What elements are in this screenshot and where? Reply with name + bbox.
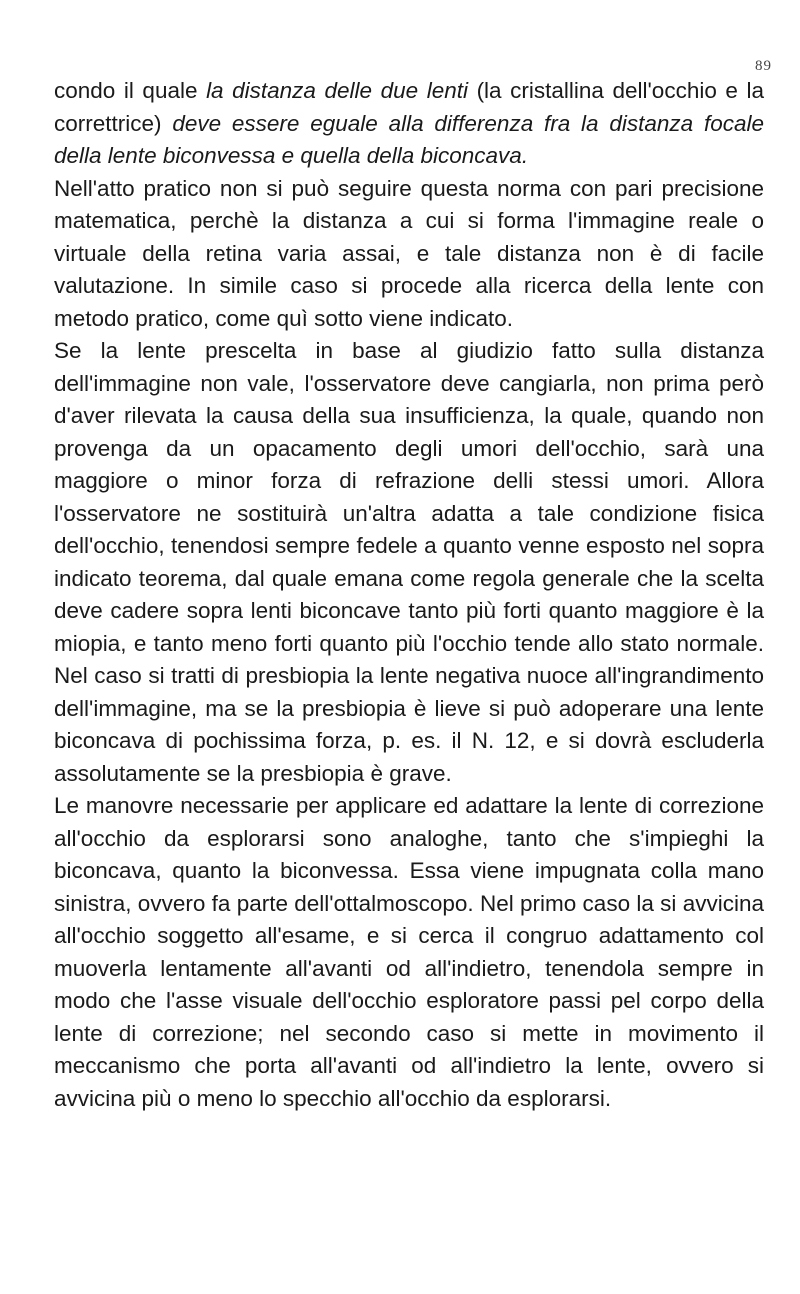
paragraph-3: Se la lente prescelta in base al giudizio fatto sulla distanza dell'immagine non vale, l'osservatore deve cangiarla, non prima però d'aver rilevata la causa della sua insufficienza, la quale, quando non provenga da un opacamento degli umori dell'occhio, sarà una maggiore o minor forza di refrazione delli stessi umori. Allora l'osservatore ne sostituirà un'altra adatta a tale condizione fisica dell'occhio, tenendosi sempre fedele a quanto venne esposto nel sopra indicato teorema, dal quale emana come regola generale che la scelta deve cadere sopra lenti biconcave tanto più forti quanto maggiore è la miopia, e tanto meno forti quanto più l'occhio tende allo stato normale. Nel caso si tratti di presbiopia la lente negativa nuoce all'ingrandimento dell'immagine, ma se la presbiopia è lieve si può adoperare una lente biconcava di pochissima forza, p. es. il N. 12, e si dovrà escluderla assolutamente se la presbiopia è grave.: [54, 338, 764, 786]
paragraph-1: [54, 75, 764, 173]
page-body: [54, 75, 764, 1115]
paragraph-1-start: condo il quale: [54, 78, 207, 103]
paragraph-1-italic-2: deve essere eguale alla differenza fra la distanza focale della lente biconvessa e quella della biconcava.: [54, 110, 764, 168]
page-number: 89: [755, 58, 772, 74]
paragraph-1-middle: (la cristallina dell'occhio e la correttrice): [54, 78, 764, 136]
paragraph-1-italic-1: la distanza delle due lenti: [206, 78, 468, 103]
paragraph-2: Nell'atto pratico non si può seguire questa norma con pari precisione matematica, perchè la distanza a cui si forma l'immagine reale o virtuale della retina varia assai, e tale distanza non è di facile valutazione. In simile caso si procede alla ricerca della lente con metodo pratico, come quì sotto viene indicato.: [54, 175, 764, 331]
paragraph-4: Le manovre necessarie per applicare ed adattare la lente di correzione all'occhio da esplorarsi sono analoghe, tanto che s'impieghi la biconcava, quanto la biconvessa. Essa viene impugnata colla mano sinistra, ovvero fa parte dell'ottalmoscopo. Nel primo caso la si avvicina all'occhio soggetto all'esame, e si cerca il congruo adattamento col muoverla lentamente all'avanti od all'indietro, tenendola sempre in modo che l'asse visuale dell'occhio esploratore passi pel corpo della lente di correzione; nel secondo caso si mette in movimento il meccanismo che porta all'avanti od all'indietro la lente, ovvero si avvicina più o meno lo specchio all'occhio da esplorarsi.: [54, 793, 764, 1111]
